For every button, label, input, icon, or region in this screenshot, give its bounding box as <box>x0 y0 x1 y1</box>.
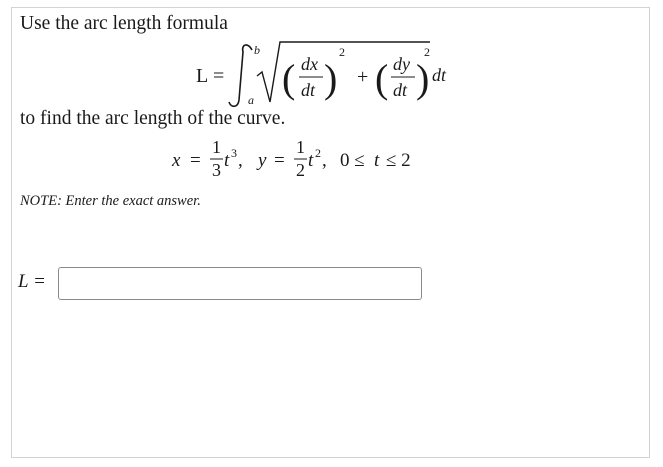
svg-text:2: 2 <box>296 160 305 180</box>
svg-text:dt: dt <box>393 80 408 100</box>
svg-text:t: t <box>374 150 380 171</box>
svg-text:≤ 2: ≤ 2 <box>386 150 411 171</box>
answer-label-text: L = <box>18 271 46 292</box>
svg-text:): ) <box>324 56 338 101</box>
svg-text:+: + <box>357 66 369 88</box>
svg-text:y: y <box>258 150 267 171</box>
svg-text:(: ( <box>282 56 296 101</box>
svg-text:b: b <box>254 43 260 57</box>
svg-text:,: , <box>322 150 327 171</box>
svg-text:=: = <box>213 65 225 87</box>
svg-text:(: ( <box>375 56 389 101</box>
question-card <box>11 7 650 458</box>
svg-text:a: a <box>248 93 254 107</box>
svg-text:t: t <box>308 150 314 171</box>
svg-text:dy: dy <box>393 54 410 74</box>
svg-text:2: 2 <box>424 45 430 59</box>
svg-text:2: 2 <box>315 146 321 160</box>
svg-text:,: , <box>238 150 243 171</box>
svg-text:=: = <box>274 150 285 171</box>
svg-text:=: = <box>190 150 201 171</box>
note-text: NOTE: Enter the exact answer. <box>20 193 201 209</box>
svg-text:dt: dt <box>432 65 447 85</box>
svg-text:3: 3 <box>231 146 237 160</box>
svg-text:L: L <box>196 65 209 87</box>
svg-text:1: 1 <box>212 137 221 157</box>
svg-text:): ) <box>416 56 430 101</box>
svg-text:dt: dt <box>301 80 316 100</box>
intro-text: Use the arc length formula <box>20 13 228 34</box>
instruction-text: to find the arc length of the curve. <box>20 108 286 129</box>
svg-text:2: 2 <box>339 45 345 59</box>
svg-text:dx: dx <box>301 54 318 74</box>
svg-text:3: 3 <box>212 160 221 180</box>
svg-text:0 ≤: 0 ≤ <box>340 150 365 171</box>
answer-label <box>18 271 46 293</box>
svg-text:1: 1 <box>296 137 305 157</box>
answer-input[interactable] <box>58 267 422 300</box>
arc-length-formula <box>12 8 649 198</box>
svg-text:t: t <box>224 150 230 171</box>
svg-text:x: x <box>172 150 181 171</box>
